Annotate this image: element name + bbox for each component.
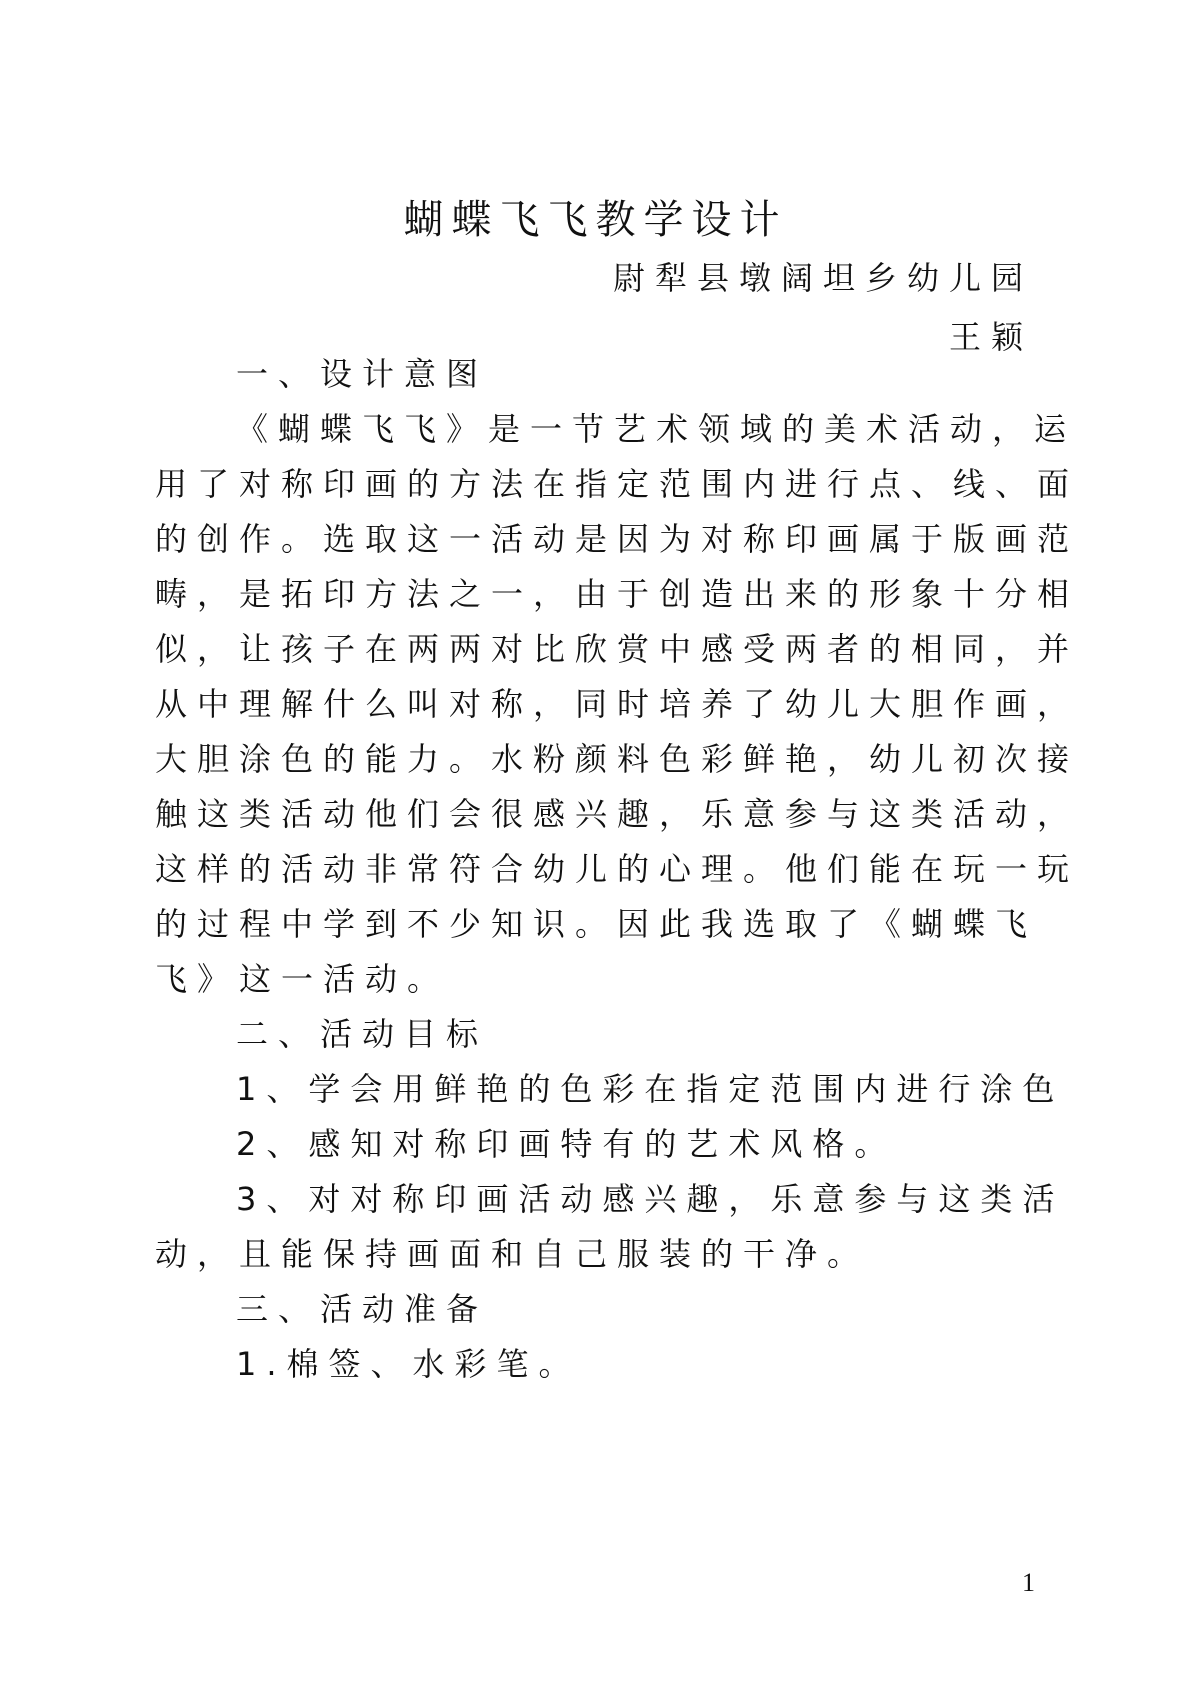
section-heading-design-intent: 一、设计意图	[236, 355, 489, 393]
paragraph-line: 大胆涂色的能力。水粉颜料色彩鲜艳，幼儿初次接	[155, 740, 1080, 778]
paragraph-line: 似，让孩子在两两对比欣赏中感受两者的相同，并	[155, 630, 1080, 668]
school-name: 尉犁县墩阔坦乡幼儿园	[612, 259, 1033, 297]
page-number: 1	[1022, 1568, 1035, 1597]
paragraph-line: 这样的活动非常符合幼儿的心理。他们能在玩一玩	[155, 850, 1080, 888]
paragraph-line: 从中理解什么叫对称，同时培养了幼儿大胆作画，	[155, 685, 1080, 723]
paragraph-line: 《蝴蝶飞飞》是一节艺术领域的美术活动，运	[236, 410, 1077, 448]
paragraph-line: 畴，是拓印方法之一，由于创造出来的形象十分相	[155, 575, 1080, 613]
paragraph-line: 的过程中学到不少知识。因此我选取了《蝴蝶飞	[155, 905, 1038, 943]
document-title: 蝴蝶飞飞教学设计	[403, 197, 788, 243]
section-heading-activity-preparation: 三、活动准备	[236, 1290, 489, 1328]
paragraph-line: 的创作。选取这一活动是因为对称印画属于版画范	[155, 520, 1080, 558]
goal-item: 1、学会用鲜艳的色彩在指定范围内进行涂色	[236, 1070, 1065, 1108]
goal-item: 2、感知对称印画特有的艺术风格。	[236, 1125, 897, 1163]
goal-item: 3、对对称印画活动感兴趣，乐意参与这类活	[236, 1180, 1065, 1218]
paragraph-line: 触这类活动他们会很感兴趣，乐意参与这类活动，	[155, 795, 1080, 833]
paragraph-line: 飞》这一活动。	[155, 960, 450, 998]
preparation-item: 1.棉签、水彩笔。	[236, 1345, 581, 1383]
paragraph-line: 用了对称印画的方法在指定范围内进行点、线、面	[155, 465, 1080, 503]
section-heading-activity-goals: 二、活动目标	[236, 1015, 489, 1053]
goal-item-continuation: 动，且能保持画面和自己服装的干净。	[155, 1235, 870, 1273]
author-name: 王颖	[948, 318, 1033, 356]
